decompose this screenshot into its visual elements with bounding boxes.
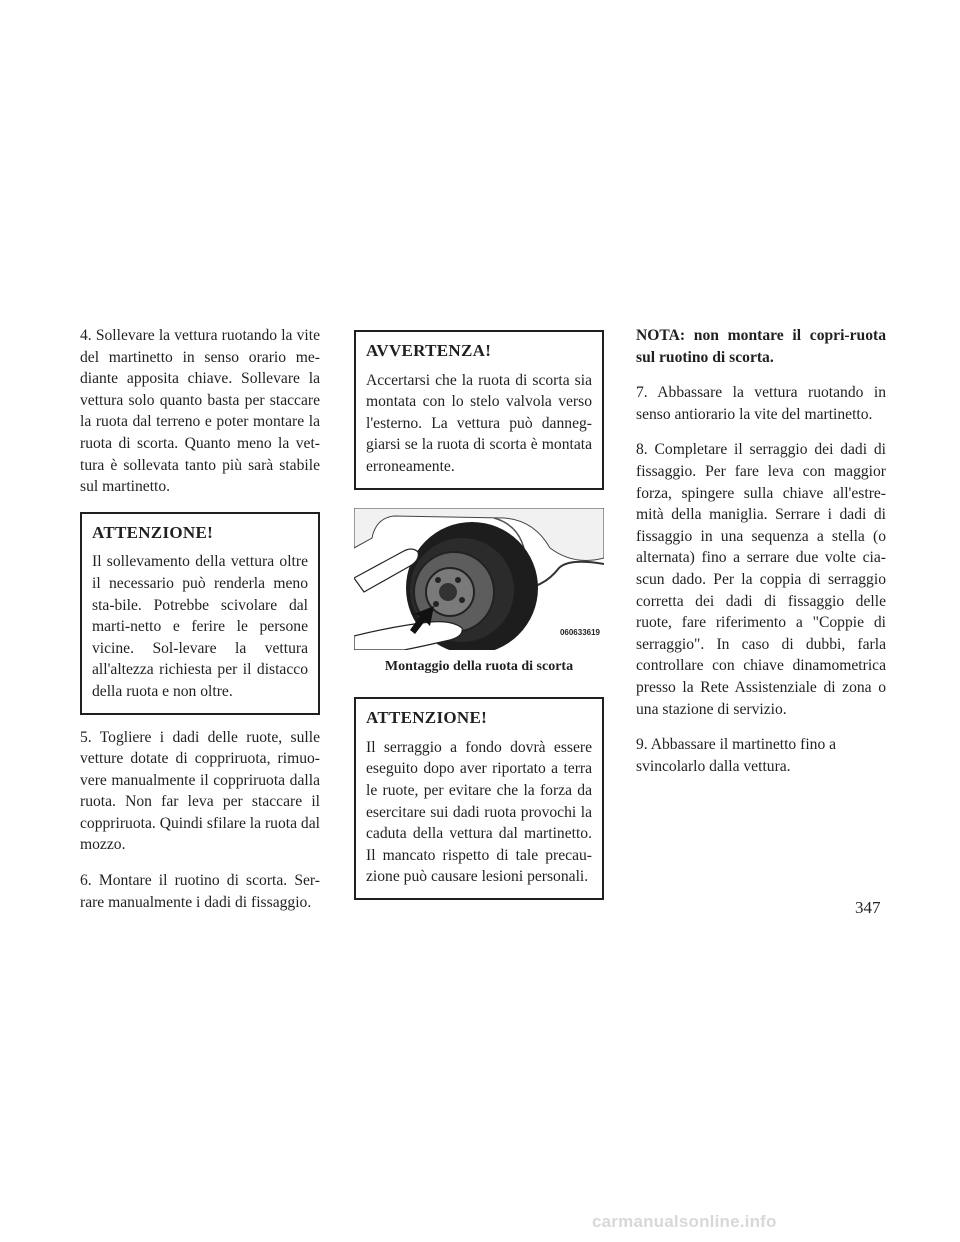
step-8-text: 8. Completare il serraggio dei dadi di fissaggio. Per fare leva con maggior forza, spingere sulla chiave all'estre-mità della maniglia. Serrare i dadi di fissaggio in una sequenza a stella (o alternata) fino a serrare due volte cia-scun dado. Per la coppia di serraggio corretta dei dadi di fissaggio delle ruote, fare riferimento a "Coppie di serraggio". In caso di dubbi, farla controllare con chiave dinamometrica presso la Rete Assistenziale di zona o una stazione di servizio. — [636, 441, 886, 718]
step-5-text: 5. Togliere i dadi delle ruote, sulle vetture dotate di coppriruota, rimuo-vere manualmente il coppriruota dalla ruota. Non far leva per staccare il coppriruota. Quindi sfilare la ruota dal mozzo. — [80, 728, 320, 854]
figure-code: 060633619 — [559, 627, 600, 637]
note-text: NOTA: non montare il copri-ruota sul ruotino di scorta. — [636, 327, 886, 366]
caution-box-tightening — [354, 697, 604, 900]
column-middle — [354, 330, 604, 912]
spare-wheel-illustration — [354, 508, 604, 650]
caution-title: ATTENZIONE! — [366, 708, 488, 728]
figure-caption: Montaggio della ruota di scorta — [384, 658, 574, 674]
caution-text: Il sollevamento della vettura oltre il necessario può renderla meno sta-bile. Potrebbe scivolare dal marti-netto e ferire le persone vicine. Sol-levare la vettura all'altezza richiesta per il distacco della ruota e non oltre. — [92, 553, 308, 700]
page-number: 347 — [855, 898, 881, 917]
caution-text: Il serraggio a fondo dovrà essere eseguito dopo aver riportato a terra le ruote, per evitare che la forza da esercitare sui dadi ruota provochi la caduta della vettura dal martinetto. Il mancato rispetto di tale precau-zione può causare lesioni personali. — [366, 738, 592, 886]
warning-text: Accertarsi che la ruota di scorta sia montata con lo stelo valvola verso l'esterno. La vettura può danneg-giarsi se la ruota di scorta è montata erroneamente. — [366, 371, 592, 475]
step-6-text: 6. Montare il ruotino di scorta. Ser-rare manualmente i dadi di fissaggio. — [80, 872, 320, 911]
caution-box-jack-height — [80, 512, 320, 715]
warning-box-valve-stem — [354, 330, 604, 490]
step-9-text: 9. Abbassare il martinetto fino a svincolarlo dalla vettura. — [636, 736, 837, 775]
caution-title: ATTENZIONE! — [92, 522, 214, 542]
step-7-text: 7. Abbassare la vettura ruotando in senso antiorario la vite del martinetto. — [636, 384, 886, 423]
warning-title: AVVERTENZA! — [366, 341, 492, 360]
column-right — [636, 325, 886, 791]
watermark: carmanualsonline.info — [592, 1212, 777, 1231]
column-left — [80, 325, 320, 927]
step-4-text: 4. Sollevare la vettura ruotando la vite del martinetto in senso orario me-diante apposita chiave. Sollevare la vettura solo quanto basta per staccare la ruota dal terreno e poter montare la ruota di scorta. Quanto meno la vet-tura è sollevata tanto più sarà stabile sul martinetto. — [80, 327, 320, 496]
